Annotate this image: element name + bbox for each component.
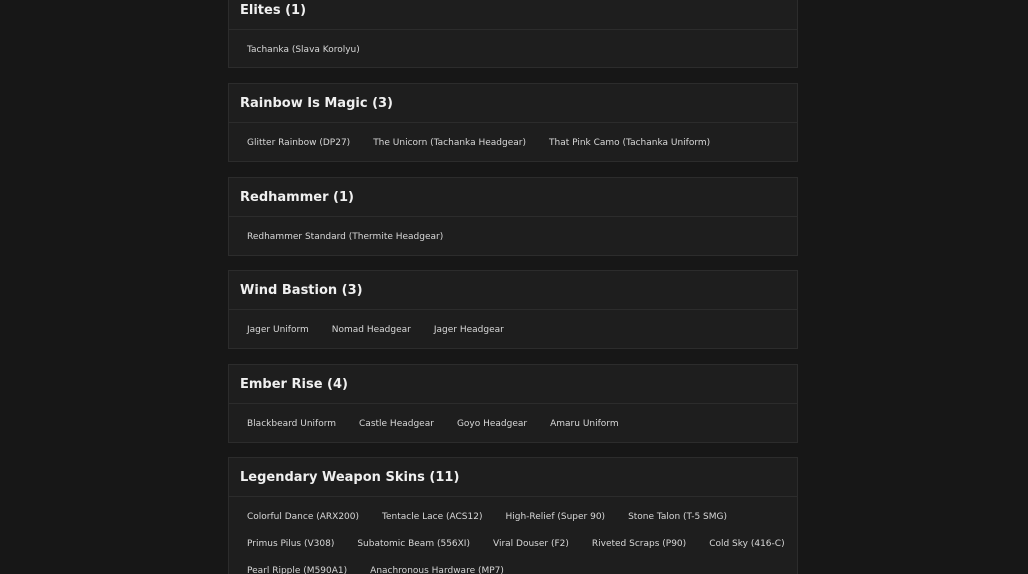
item-link[interactable]: Glitter Rainbow (DP27) (247, 137, 351, 148)
section-items (229, 30, 797, 63)
section-header (229, 178, 797, 217)
section-items (229, 123, 797, 156)
section-title: Legendary Weapon Skins (11) (240, 469, 460, 485)
item-link[interactable]: That Pink Camo (Tachanka Uniform) (549, 137, 711, 148)
item-link[interactable]: High-Relief (Super 90) (505, 511, 606, 522)
item-link[interactable]: Blackbeard Uniform (247, 418, 337, 429)
section-title: Ember Rise (4) (240, 376, 348, 392)
item-link[interactable]: Redhammer Standard (Thermite Headgear) (247, 231, 444, 242)
section-legendary-weapon-skins (228, 457, 798, 574)
section-header (229, 271, 797, 310)
section-header (229, 84, 797, 123)
section-elites (228, 0, 798, 68)
section-header (229, 365, 797, 404)
item-row (239, 36, 787, 63)
section-header (229, 458, 797, 497)
item-link[interactable]: Tentacle Lace (ACS12) (382, 511, 483, 522)
item-link[interactable]: Jager Headgear (433, 324, 504, 335)
section-header (229, 0, 797, 30)
item-link[interactable]: Pearl Ripple (M590A1) (247, 565, 348, 574)
item-row (239, 410, 787, 437)
item-link[interactable]: Amaru Uniform (550, 418, 619, 429)
item-row (239, 530, 787, 557)
item-link[interactable]: Nomad Headgear (331, 324, 411, 335)
section-wind-bastion (228, 270, 798, 349)
section-redhammer (228, 177, 798, 256)
section-title: Wind Bastion (3) (240, 282, 363, 298)
section-title: Rainbow Is Magic (3) (240, 95, 393, 111)
item-row (239, 223, 787, 250)
item-link[interactable]: Jager Uniform (247, 324, 309, 335)
section-ember-rise (228, 364, 798, 443)
item-link[interactable]: Colorful Dance (ARX200) (247, 511, 360, 522)
section-items (229, 404, 797, 437)
section-rainbow-is-magic (228, 83, 798, 162)
item-row (239, 129, 787, 156)
section-items (229, 217, 797, 250)
item-link[interactable]: Cold Sky (416-C) (709, 538, 785, 549)
item-link[interactable]: Riveted Scraps (P90) (591, 538, 687, 549)
item-link[interactable]: Anachronous Hardware (MP7) (370, 565, 504, 574)
section-title: Redhammer (1) (240, 189, 354, 205)
item-link[interactable]: Castle Headgear (359, 418, 434, 429)
item-row (239, 316, 787, 343)
item-link[interactable]: Tachanka (Slava Korolyu) (247, 44, 360, 55)
item-row (239, 557, 787, 574)
item-link[interactable]: Subatomic Beam (556XI) (357, 538, 470, 549)
item-link[interactable]: Stone Talon (T-5 SMG) (628, 511, 727, 522)
item-row (239, 503, 787, 530)
item-link[interactable]: Viral Douser (F2) (492, 538, 569, 549)
item-link[interactable]: The Unicorn (Tachanka Headgear) (373, 137, 526, 148)
item-link[interactable]: Primus Pilus (V308) (247, 538, 335, 549)
section-items (229, 310, 797, 343)
item-link[interactable]: Goyo Headgear (456, 418, 528, 429)
section-items (229, 497, 797, 574)
section-title: Elites (1) (240, 2, 307, 18)
